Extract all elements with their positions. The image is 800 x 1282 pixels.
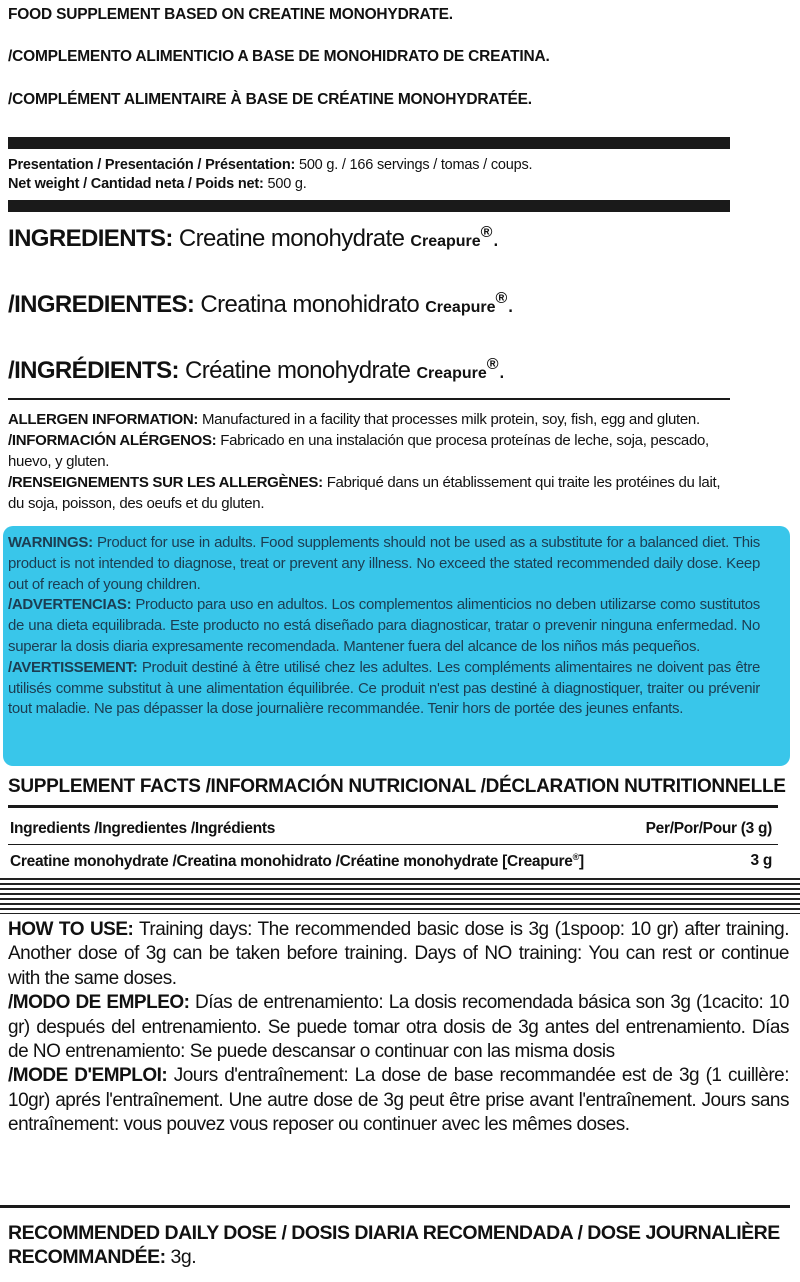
brand-name: Creapure xyxy=(410,233,481,250)
ingredients-text: Creatine monohydrate xyxy=(172,225,411,252)
ingredients-text: Créatine monohydrate xyxy=(178,357,417,384)
ingredients-es xyxy=(8,290,513,319)
warning-fr-text: Produit destiné à être utilisé chez les adultes. Les compléments alimentaires ne doivent pas être utilisés comme substitut à une alimentation équilibrée. Ce produit n'est pas destiné à diagnostiquer, traiter ou prévenir tout maladie. Ne pas dépasser la dose journalière recommandée. Tenir hors de portée des jeunes enfants. xyxy=(8,658,760,718)
allergen-es-text: Fabricado en una instalación que procesa proteínas de leche, soja, pescado, huevo, y gluten. xyxy=(8,432,709,470)
registered-mark: ® xyxy=(486,356,499,373)
warning-es-text: Producto para uso en adultos. Los complementos alimenticios no deben utilizarse como sustitutos de una dieta equilibrada. Este producto no está diseñado para diagnosticar, tratar o prevenir ninguna enfermedad. No superar la dosis diaria expresamente recomendada. Mantener fuera del alcance de los niños más pequeños. xyxy=(8,596,760,655)
allergen-en-label: ALLERGEN INFORMATION: xyxy=(8,411,199,428)
warning-en-label: WARNINGS: xyxy=(8,534,93,551)
title-en: FOOD SUPPLEMENT BASED ON CREATINE MONOHYDRATE. xyxy=(8,6,453,23)
warning-fr xyxy=(8,658,760,720)
how-to-use-es xyxy=(8,991,789,1064)
ingredients-label: INGREDIENTS: xyxy=(8,225,173,252)
facts-col-per: Per/Por/Pour (3 g) xyxy=(645,820,772,837)
warning-es xyxy=(8,595,760,657)
title-fr: /COMPLÉMENT ALIMENTAIRE À BASE DE CRÉATINE MONOHYDRATÉE. xyxy=(8,91,532,108)
daily-dose-label: RECOMMENDED DAILY DOSE / DOSIS DIARIA RECOMENDADA / DOSE JOURNALIÈRE RECOMMANDÉE: xyxy=(8,1222,780,1268)
ingredients-end: . xyxy=(498,357,505,384)
warning-en xyxy=(8,533,760,595)
ingredients-end: . xyxy=(507,291,514,318)
net-weight-line xyxy=(8,175,307,193)
brand-name: Creapure xyxy=(425,299,496,316)
facts-row-value: 3 g xyxy=(750,852,772,869)
ingredients-fr xyxy=(8,356,505,385)
warning-fr-label: /AVERTISSEMENT: xyxy=(8,658,138,676)
warning-en-text: Product for use in adults. Food supplements should not be used as a substitute for a balanced diet. This product is not intended to diagnose, treat or prevent any illness. No exceed the stated recommended daily dose. Keep out of reach of young children. xyxy=(8,534,760,593)
how-to-use-fr-text: Jours d'entraînement: La dose de base recommandée est de 3g (1 cuillère: 10gr) aprés l'entraînement. Une autre dose de 3g peut être prise avant l'entraînement. Jours sans entraînement: vous pouvez vous reposer ou continuer avec les mêmes doses. xyxy=(8,1065,789,1136)
ingredients-label: /INGRÉDIENTS: xyxy=(8,357,179,384)
divider-line xyxy=(8,844,778,845)
ingredients-label: /INGREDIENTES: xyxy=(8,291,195,318)
facts-col-ingredients: Ingredients /Ingredientes /Ingrédients xyxy=(10,820,276,837)
divider-line xyxy=(8,398,730,400)
supplement-facts-title: SUPPLEMENT FACTS /INFORMACIÓN NUTRICIONAL /DÉCLARATION NUTRITIONNELLE xyxy=(8,776,786,797)
facts-header-row xyxy=(10,820,772,838)
daily-dose-block xyxy=(8,1221,793,1269)
allergen-en-text: Manufactured in a facility that processes milk protein, soy, fish, egg and gluten. xyxy=(198,411,700,428)
facts-row-name: Creatine monohydrate /Creatina monohidrato /Créatine monohydrate [Creapure xyxy=(10,853,573,871)
warning-es-label: /ADVERTENCIAS: xyxy=(8,596,132,614)
registered-mark: ® xyxy=(572,852,579,862)
how-to-use-en xyxy=(8,918,789,991)
how-to-use-fr-label: /MODE D'EMPLOI: xyxy=(8,1065,168,1087)
net-weight-label: Net weight / Cantidad neta / Poids net: xyxy=(8,176,264,192)
facts-row-end: ] xyxy=(578,853,584,871)
how-to-use-es-text: Días de entrenamiento: La dosis recomendada básica son 3g (1cacito: 10 gr) después del entrenamiento. Se puede tomar otra dosis de 3g antes del entrenamiento. Días de NO entrenamiento: Se puede descansar o continuar con las misma dosis xyxy=(8,992,789,1063)
how-to-use-es-label: /MODO DE EMPLEO: xyxy=(8,992,190,1014)
divider-line xyxy=(0,1205,790,1208)
facts-data-row xyxy=(10,852,772,871)
hatched-divider xyxy=(0,878,800,914)
net-weight-value: 500 g. xyxy=(263,176,307,192)
presentation-value: 500 g. / 166 servings / tomas / coups. xyxy=(295,157,533,173)
ingredients-text: Creatina monohidrato xyxy=(194,291,426,318)
divider-line xyxy=(8,805,778,808)
title-es: /COMPLEMENTO ALIMENTICIO A BASE DE MONOHIDRATO DE CREATINA. xyxy=(8,48,550,65)
allergen-fr-label: /RENSEIGNEMENTS SUR LES ALLERGÈNES: xyxy=(8,474,323,491)
presentation-label: Presentation / Presentación / Présentation: xyxy=(8,157,296,173)
ingredients-en xyxy=(8,224,499,253)
ingredients-end: . xyxy=(492,225,499,252)
brand-name: Creapure xyxy=(416,365,487,382)
registered-mark: ® xyxy=(480,224,493,241)
allergen-es-label: /INFORMACIÓN ALÉRGENOS: xyxy=(8,432,217,449)
how-to-use-en-label: HOW TO USE: xyxy=(8,919,134,940)
divider-bar xyxy=(8,137,730,149)
how-to-use-block xyxy=(8,918,789,1138)
registered-mark: ® xyxy=(495,290,508,307)
how-to-use-en-text: Training days: The recommended basic dose is 3g (1spoop: 10 gr) after training. Another dose of 3g can be taken before training. Days of NO training: You can rest or continue with the same doses. xyxy=(8,919,789,989)
presentation-line xyxy=(8,156,532,174)
daily-dose-value: 3g. xyxy=(165,1246,197,1268)
warnings-text xyxy=(8,533,760,720)
how-to-use-fr xyxy=(8,1064,789,1137)
allergen-fr-text: Fabriqué dans un établissement qui traite les protéines du lait, du soja, poisson, des oeufs et du gluten. xyxy=(8,474,721,512)
divider-bar xyxy=(8,200,730,212)
facts-row-ingredient xyxy=(10,852,584,871)
allergen-block xyxy=(8,409,733,514)
